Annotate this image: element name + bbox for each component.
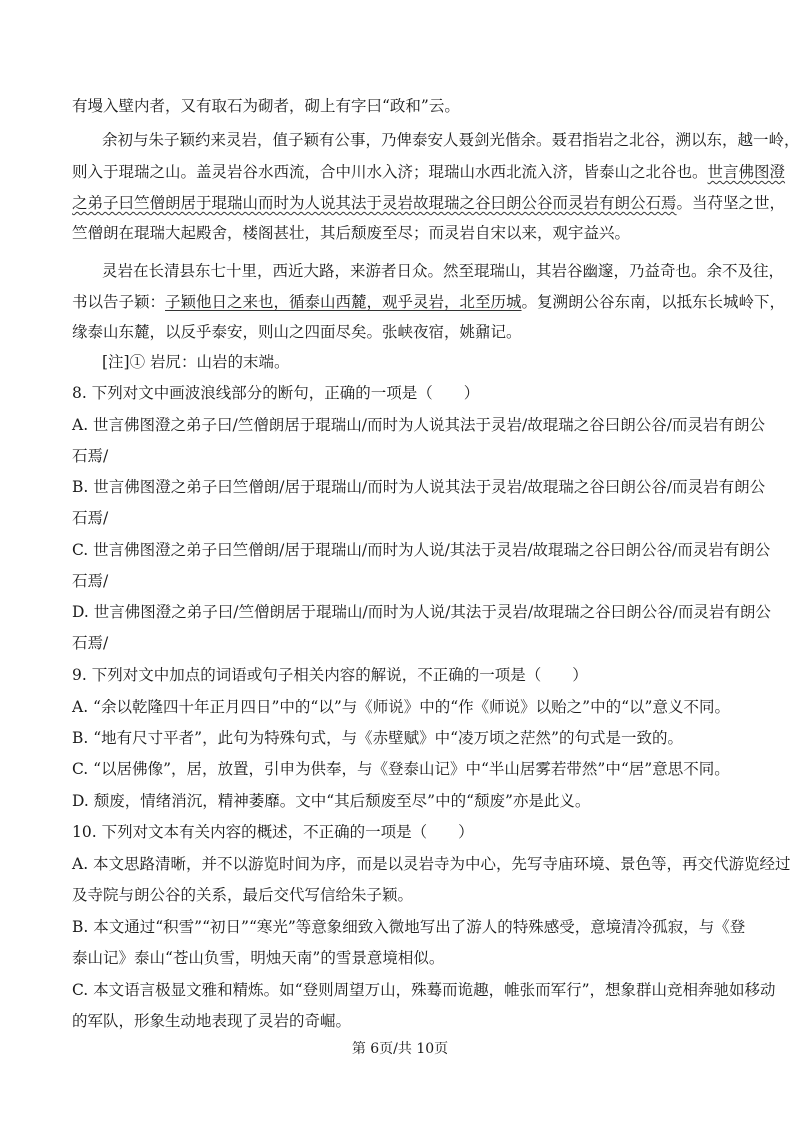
option-10b: B. 本文通过“积雪”“初日”“寒光”等意象细致入微地写出了游人的特殊感受，意境清冷孤寂，与《登: [72, 918, 746, 936]
passage-line: [72, 162, 786, 182]
question-10: 10. 下列对文本有关内容的概述，不正确的一项是（ ）: [72, 823, 474, 841]
option-8d: D. 世言佛图澄之弟子曰/竺僧朗居于琨瑞山/而时为人说/其法于灵岩/故琨瑞之谷曰朗公谷/而灵岩有朗公: [72, 603, 771, 621]
passage-line: [72, 292, 786, 312]
option-10c: C. 本文语言极显文雅和精炼。如“登则周望万山，殊蓦而诡趣，帷张而军行”，想象群山竞相奔驰如移动: [72, 981, 776, 999]
option-8b: B. 世言佛图澄之弟子曰竺僧朗/居于琨瑞山/而时为人说其法于灵岩/故琨瑞之谷曰朗公谷/而灵岩有朗公: [72, 478, 766, 496]
option-8a: A. 世言佛图澄之弟子曰/竺僧朗居于琨瑞山/而时为人说其法于灵岩/故琨瑞之谷曰朗公谷/而灵岩有朗公: [72, 416, 765, 434]
option-8a-cont: 石焉/: [72, 447, 109, 465]
passage-text: 则入于琨瑞之山。盖灵岩谷水西流，合中川水入济；琨瑞山水西北流入济，皆泰山之北谷也。: [72, 163, 708, 181]
option-10a-cont: 及寺院与朗公谷的关系，最后交代写信给朱子颖。: [72, 886, 414, 904]
option-8c: C. 世言佛图澄之弟子曰竺僧朗/居于琨瑞山/而时为人说/其法于灵岩/故琨瑞之谷曰朗公谷/而灵岩有朗公: [72, 541, 771, 559]
page-footer: 第 6页/共 10页: [351, 1041, 449, 1057]
footnote: [注]① 岩凥：山岩的末端。: [102, 353, 290, 371]
question-8: 8. 下列对文中画波浪线部分的断句，正确的一项是（ ）: [72, 384, 480, 402]
option-8d-cont: 石焉/: [72, 634, 109, 652]
passage-line: 缘泰山东麓，以反乎泰安，则山之四面尽矣。张峡夜宿，姚鼐记。: [72, 323, 522, 341]
passage-text: 。当苻坚之世，: [676, 194, 786, 212]
option-9a: A. “余以乾隆四十年正月四日”中的“以”与《师说》中的“作《师说》以贻之”中的“以”意义不同。: [72, 698, 730, 716]
passage-line: 余初与朱子颖约来灵岩，值子颖有公事，乃俾泰安人聂剑光偕余。聂君指岩之北谷，溯以东，越一岭，: [102, 131, 800, 149]
option-8b-cont: 石焉/: [72, 509, 109, 527]
passage-line: 有墁入壁内者，又有取石为砌者，砌上有字曰“政和”云。: [72, 97, 460, 115]
option-10c-cont: 的军队，形象生动地表现了灵岩的奇崛。: [72, 1012, 352, 1030]
option-9d: D. 颓废，情绪消沉，精神萎靡。文中“其后颓废至尽”中的“颓废”亦是此义。: [72, 792, 591, 810]
option-9c: C. “以居佛像”，居，放置，引申为供奉，与《登泰山记》中“半山居雾若带然”中“居”意思不同。: [72, 760, 730, 778]
option-8c-cont: 石焉/: [72, 572, 109, 590]
option-9b: B. “地有尺寸平者”，此句为特殊句式，与《赤壁赋》中“凌万顷之茫然”的句式是一致的。: [72, 729, 683, 747]
option-10b-cont: 泰山记》泰山“苍山负雪，明烛天南”的雪景意境相似。: [72, 949, 445, 967]
passage-line: [72, 193, 786, 213]
passage-text: 书以告子颖：: [72, 293, 166, 311]
underlined-text: 子颖他日之来也，循泰山西麓，观乎灵岩，北至历城: [165, 293, 522, 311]
wavy-underlined-text: 世言佛图澄: [707, 163, 786, 181]
passage-line: 灵岩在长清县东七十里，西近大路，来游者日众。然至琨瑞山，其岩谷幽邃，乃益奇也。余不及往，: [102, 262, 785, 280]
question-9: 9. 下列对文中加点的词语或句子相关内容的解说，不正确的一项是（ ）: [72, 666, 588, 684]
passage-text: 。复溯朗公谷东南，以抵东长城岭下，: [521, 293, 786, 311]
option-10a: A. 本文思路清晰，并不以游览时间为序，而是以灵岩寺为中心，先写寺庙环境、景色等，再交代游览经过: [72, 855, 791, 873]
passage-line: 竺僧朗在琨瑞大起殿舍，楼阁甚壮，其后颓废至尽；而灵岩自宋以来，观宇益兴。: [72, 224, 631, 242]
wavy-underlined-text: 之弟子曰竺僧朗居于琨瑞山而时为人说其法于灵岩故琨瑞之谷曰朗公谷而灵岩有朗公石焉: [72, 194, 677, 212]
